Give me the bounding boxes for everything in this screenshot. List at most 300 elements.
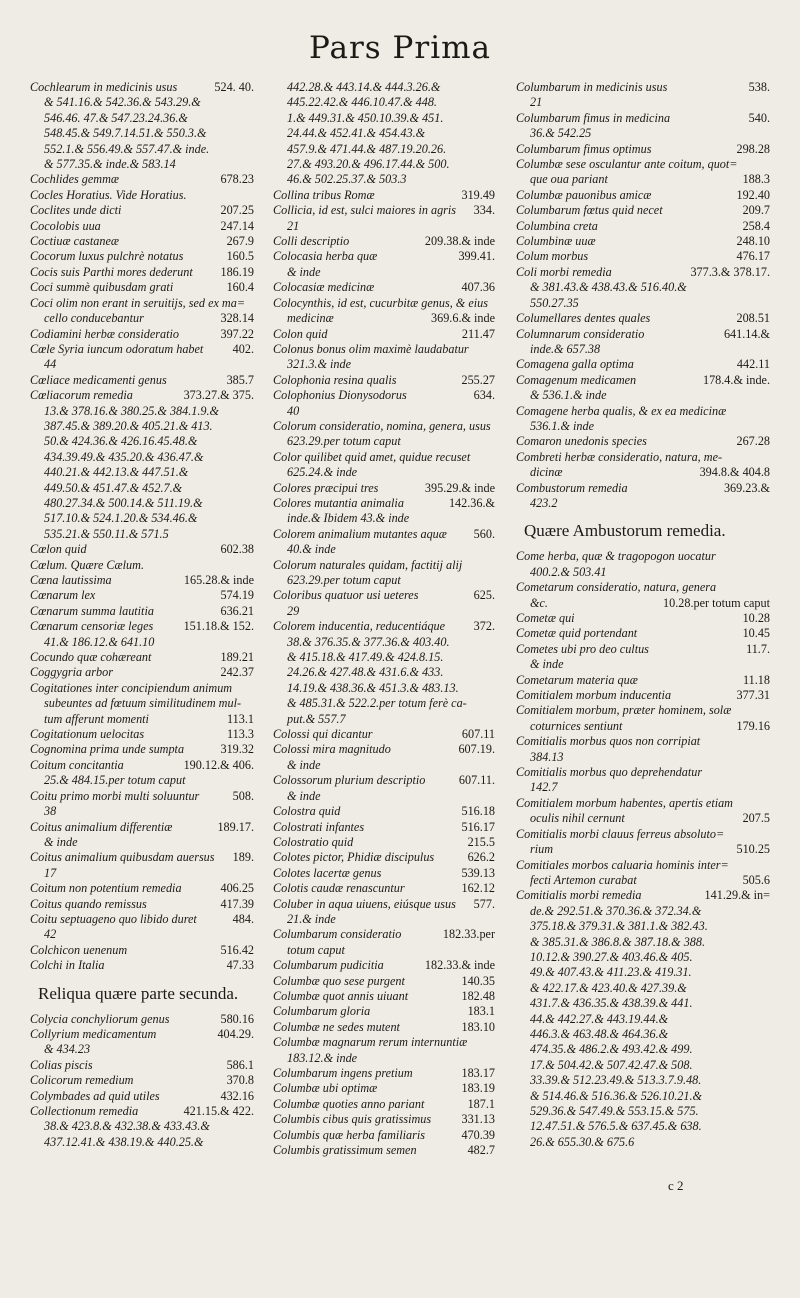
entry-term: Columbis cibus quis gratissimus xyxy=(273,1112,432,1127)
index-entry xyxy=(273,1004,495,1019)
entry-continuation-text: 49.& 407.43.& 411.23.& 419.31. xyxy=(530,965,692,980)
entry-continuation-text: 21 xyxy=(530,95,543,110)
entry-continuation-text: 446.3.& 463.48.& 464.36.& xyxy=(530,1026,669,1041)
entry-term: Cœle Syria iuncum odoratum habet xyxy=(30,341,204,356)
entry-term: Cœliacorum remedia xyxy=(30,388,133,403)
entry-term: Cocolobis uua xyxy=(30,218,101,233)
entry-reference: 211.47 xyxy=(461,326,495,341)
entry-reference: 577. xyxy=(473,896,495,911)
entry-term: Cocles Horatius. Vide Horatius. xyxy=(30,187,187,202)
index-entry xyxy=(516,642,770,657)
entry-reference: 369.6.& inde xyxy=(431,311,495,326)
index-entry xyxy=(30,219,254,234)
entry-term: Colorum naturales quidam, factitij alij xyxy=(273,557,463,572)
entry-term: Columbarum in medicinis usus xyxy=(516,80,668,94)
entry-continuation-text: & 434.23 xyxy=(44,1042,91,1057)
index-entry-continuation xyxy=(273,696,495,711)
index-entry xyxy=(273,835,495,850)
entry-term: Come herba, quæ & tragopogon uocatur xyxy=(516,549,716,564)
index-entry-continuation xyxy=(516,95,770,110)
entry-reference: 47.33 xyxy=(226,958,254,973)
index-entry-continuation xyxy=(30,404,254,419)
entry-continuation-text: & inde xyxy=(44,834,78,849)
index-column-1 xyxy=(30,80,254,1150)
entry-reference: 183.10 xyxy=(461,1019,495,1034)
column-3-entries-continued xyxy=(516,549,770,1150)
index-entry xyxy=(273,388,495,403)
entry-term: Coggygria arbor xyxy=(30,665,113,680)
entry-term: Columbarum fimus in medicina xyxy=(516,110,671,125)
entry-term: Coci summè quibusdam grati xyxy=(30,280,174,295)
index-entry xyxy=(273,373,495,388)
entry-term: Columbæ pauonibus amicæ xyxy=(516,187,652,202)
index-entry xyxy=(273,1081,495,1096)
index-entry xyxy=(516,249,770,264)
entry-continuation-text: 623.29.per totum caput xyxy=(287,434,401,449)
entry-term: Coitus animalium differentiæ xyxy=(30,819,173,834)
entry-term: Cochlearum in medicinis usus xyxy=(30,80,178,94)
index-entry-continuation xyxy=(30,95,254,110)
entry-continuation-text: & 381.43.& 438.43.& 516.40.& xyxy=(530,280,687,295)
index-entry xyxy=(30,727,254,742)
index-entry xyxy=(273,1035,495,1050)
index-entry xyxy=(273,820,495,835)
entry-term: Colicorum remedium xyxy=(30,1073,134,1088)
entry-term: Colossi mira magnitudo xyxy=(273,742,391,757)
entry-reference: 247.14 xyxy=(220,218,254,233)
entry-term: Comitialis morbi clauus ferreus absoluto= xyxy=(516,826,725,841)
entry-term: Cochlides gemmæ xyxy=(30,172,120,187)
index-entry-continuation xyxy=(516,172,770,187)
index-entry xyxy=(273,897,495,912)
entry-continuation-text: & 536.1.& inde xyxy=(530,388,607,403)
index-entry xyxy=(516,373,770,388)
entry-reference: 372. xyxy=(473,619,495,634)
index-entry-continuation xyxy=(516,296,770,311)
index-entry-continuation xyxy=(273,111,495,126)
index-entry-continuation xyxy=(516,565,770,580)
entry-reference: 476.17 xyxy=(736,249,770,264)
entry-term: Coloribus quatuor usi ueteres xyxy=(273,588,419,603)
entry-term: Columbæ ne sedes mutent xyxy=(273,1019,400,1034)
entry-continuation-text: 50.& 424.36.& 426.16.45.48.& xyxy=(44,434,198,449)
index-entry-continuation xyxy=(30,126,254,141)
index-entry xyxy=(273,974,495,989)
entry-continuation-text: 33.39.& 512.23.49.& 513.3.7.9.48. xyxy=(530,1073,702,1088)
entry-term: Cœlum. Quære Cælum. xyxy=(30,557,144,572)
index-entry xyxy=(516,327,770,342)
entry-reference: 482.7 xyxy=(467,1143,495,1158)
entry-reference: 179.16 xyxy=(736,718,770,733)
entry-reference: 580.16 xyxy=(220,1011,254,1026)
index-entry-continuation xyxy=(273,511,495,526)
entry-continuation-text: 442.28.& 443.14.& 444.3.26.& xyxy=(287,80,441,94)
entry-reference: 182.33.& inde xyxy=(424,958,495,973)
index-column-2 xyxy=(273,80,495,1158)
entry-reference: 407.36 xyxy=(461,280,495,295)
entry-continuation-text: subeuntes ad fœtuum similitudinem mul- xyxy=(44,696,242,711)
index-entry xyxy=(516,673,770,688)
index-entry xyxy=(30,388,254,403)
page-title: Pars Prima xyxy=(309,30,491,66)
index-entry xyxy=(273,773,495,788)
entry-term: Colocasia herba quæ xyxy=(273,249,378,264)
entry-continuation-text: fecti Artemon curabat xyxy=(530,872,637,887)
index-entry xyxy=(516,549,770,564)
entry-term: Coli morbi remedia xyxy=(516,264,612,279)
index-entry-continuation xyxy=(30,357,254,372)
entry-term: Comitiales morbos caluaria hominis inter= xyxy=(516,857,729,872)
entry-term: Columnarum consideratio xyxy=(516,326,645,341)
index-entry-continuation xyxy=(273,712,495,727)
entry-reference: 402. xyxy=(232,341,254,356)
entry-continuation-text: 183.12.& inde xyxy=(287,1050,358,1065)
entry-reference: 634. xyxy=(473,388,495,403)
index-entry-continuation xyxy=(30,481,254,496)
entry-term: Columbina creta xyxy=(516,218,598,233)
entry-reference: 586.1 xyxy=(226,1057,254,1072)
index-entry xyxy=(30,1058,254,1073)
entry-reference: 319.49 xyxy=(461,187,495,202)
entry-continuation-text: 321.3.& inde xyxy=(287,357,351,372)
index-entry xyxy=(273,249,495,264)
index-entry xyxy=(30,1012,254,1027)
index-entry-continuation xyxy=(516,1073,770,1088)
index-entry xyxy=(273,958,495,973)
entry-continuation-text: 625.24.& inde xyxy=(287,465,358,480)
entry-term: Colocynthis, id est, cucurbitæ genus, & eius xyxy=(273,295,488,310)
column-1-entries-continued xyxy=(30,1012,254,1151)
index-entry xyxy=(273,496,495,511)
entry-reference: 395.29.& inde xyxy=(424,480,495,495)
index-entry xyxy=(30,203,254,218)
entry-continuation-text: & inde xyxy=(287,264,321,279)
entry-reference: 113.1 xyxy=(227,711,254,726)
entry-term: Colchi in Italia xyxy=(30,958,105,973)
index-entry xyxy=(30,296,254,311)
index-entry xyxy=(30,542,254,557)
entry-continuation-text: cello conducebantur xyxy=(44,311,144,326)
entry-reference: 183.19 xyxy=(461,1081,495,1096)
index-entry xyxy=(273,1143,495,1158)
index-entry xyxy=(516,688,770,703)
entry-continuation-text: 517.10.& 524.1.20.& 534.46.& xyxy=(44,511,198,526)
entry-reference: 141.29.& in= xyxy=(704,888,770,903)
entry-reference: 369.23.& xyxy=(723,480,770,495)
index-entry-continuation xyxy=(516,126,770,141)
entry-continuation-text: & 577.35.& inde.& 583.14 xyxy=(44,157,176,172)
index-entry xyxy=(516,111,770,126)
entry-reference: 394.8.& 404.8 xyxy=(699,465,770,480)
entry-reference: 189.21 xyxy=(220,650,254,665)
index-entry xyxy=(516,481,770,496)
entry-continuation-text: & 514.46.& 516.36.& 526.10.21.& xyxy=(530,1088,702,1103)
entry-term: Collectionum remedia xyxy=(30,1104,139,1118)
index-entry xyxy=(516,157,770,172)
entry-term: Cometarum materia quæ xyxy=(516,672,638,687)
entry-continuation-text: 623.29.per totum caput xyxy=(287,573,401,587)
index-entry-continuation xyxy=(30,804,254,819)
entry-continuation-text: put.& 557.7 xyxy=(287,711,346,726)
entry-continuation-text: 434.39.49.& 435.20.& 436.47.& xyxy=(44,449,204,464)
entry-reference: 242.37 xyxy=(220,665,254,680)
index-entry-continuation xyxy=(30,866,254,881)
entry-reference: 10.28 xyxy=(742,611,770,625)
section-heading: Reliqua quære parte secunda. xyxy=(38,983,239,1003)
index-entry-continuation xyxy=(516,419,770,434)
entry-term: Colorem animalium mutantes aquæ xyxy=(273,526,447,541)
index-entry xyxy=(30,327,254,342)
entry-term: Coitu septuageno quo libido duret xyxy=(30,911,197,926)
entry-term: Comaron unedonis species xyxy=(516,434,647,449)
index-entry xyxy=(30,681,254,696)
entry-continuation-text: 21 xyxy=(287,218,300,233)
index-entry xyxy=(30,342,254,357)
entry-term: Collyrium medicamentum xyxy=(30,1026,157,1041)
entry-term: Columbæ quo sese purgent xyxy=(273,973,405,988)
entry-continuation-text: & inde xyxy=(287,788,321,803)
entry-continuation-text: 445.22.42.& 446.10.47.& 448. xyxy=(287,95,437,110)
index-entry-continuation xyxy=(516,935,770,950)
entry-term: Cometæ quid portendant xyxy=(516,626,638,641)
entry-continuation-text: 13.& 378.16.& 380.25.& 384.1.9.& xyxy=(44,403,220,418)
index-entry-continuation xyxy=(516,496,770,511)
index-entry xyxy=(516,796,770,811)
entry-reference: 267.28 xyxy=(736,434,770,449)
index-entry xyxy=(516,188,770,203)
entry-continuation-text: & 385.31.& 386.8.& 387.18.& 388. xyxy=(530,934,706,949)
index-entry-continuation xyxy=(30,1119,254,1134)
index-entry xyxy=(516,450,770,465)
entry-term: Cocorum luxus pulchrè notatus xyxy=(30,249,184,264)
entry-reference: 510.25 xyxy=(736,842,770,857)
index-entry-continuation xyxy=(273,912,495,927)
entry-continuation-text: 400.2.& 503.41 xyxy=(530,564,607,579)
entry-reference: 625. xyxy=(473,588,495,603)
index-entry-continuation xyxy=(516,750,770,765)
entry-continuation-text: coturnices sentiunt xyxy=(530,718,623,733)
entry-reference: 207.5 xyxy=(742,811,770,826)
entry-reference: 188.3 xyxy=(742,172,770,187)
entry-term: Coitus quando remissus xyxy=(30,896,147,911)
index-entry xyxy=(30,80,254,95)
index-entry-continuation xyxy=(516,1058,770,1073)
entry-reference: 626.2 xyxy=(467,850,495,865)
entry-continuation-text: 474.35.& 486.2.& 493.42.& 499. xyxy=(530,1042,693,1057)
index-entry xyxy=(273,234,495,249)
entry-continuation-text: 38.& 423.8.& 432.38.& 433.43.& xyxy=(44,1119,210,1134)
entry-reference: 406.25 xyxy=(220,881,254,896)
entry-reference: 183.17 xyxy=(461,1066,495,1080)
entry-reference: 404.29. xyxy=(217,1026,254,1041)
entry-continuation-text: 42 xyxy=(44,927,57,942)
index-entry-continuation xyxy=(30,527,254,542)
entry-term: Colores præcipui tres xyxy=(273,480,379,495)
index-entry-continuation xyxy=(30,450,254,465)
entry-term: Coluber in aqua uiuens, eiúsque usus xyxy=(273,896,456,911)
entry-reference: 248.10 xyxy=(736,234,770,249)
index-entry xyxy=(30,280,254,295)
entry-term: Colli descriptio xyxy=(273,234,350,249)
entry-reference: 505.6 xyxy=(742,872,770,887)
entry-term: Cœnarum lex xyxy=(30,588,96,603)
index-entry xyxy=(30,265,254,280)
index-entry xyxy=(273,188,495,203)
entry-term: Coitus animalium quibusdam auersus xyxy=(30,850,215,865)
index-entry xyxy=(273,450,495,465)
entry-reference: 399.41. xyxy=(458,249,495,264)
index-entry-continuation xyxy=(516,873,770,888)
entry-reference: 182.33.per xyxy=(442,927,495,942)
index-entry-continuation xyxy=(516,1012,770,1027)
entry-continuation-text: & inde xyxy=(530,657,564,672)
index-entry xyxy=(30,881,254,896)
entry-term: Columellares dentes quales xyxy=(516,311,651,326)
entry-reference: 267.9 xyxy=(226,234,254,249)
entry-term: Coitum concitantia xyxy=(30,757,124,772)
entry-term: Columbæ quot annis uiuant xyxy=(273,988,409,1003)
entry-term: Colossorum plurium descriptio xyxy=(273,773,426,788)
index-entry-continuation xyxy=(30,635,254,650)
index-entry-continuation xyxy=(516,1027,770,1042)
index-entry-continuation xyxy=(516,996,770,1011)
index-entry xyxy=(516,265,770,280)
entry-reference: 187.1 xyxy=(467,1096,495,1111)
entry-term: Columbarum fœtus quid necet xyxy=(516,203,663,218)
index-entry xyxy=(30,665,254,680)
entry-reference: 160.5 xyxy=(226,249,254,264)
entry-reference: 215.5 xyxy=(467,834,495,849)
entry-continuation-text: 548.45.& 549.7.14.51.& 550.3.& xyxy=(44,126,207,141)
index-entry-continuation xyxy=(30,927,254,942)
index-entry xyxy=(516,434,770,449)
index-entry-continuation xyxy=(273,465,495,480)
index-entry xyxy=(516,611,770,626)
entry-reference: 319.32 xyxy=(220,742,254,757)
entry-term: Colotis caudæ renascuntur xyxy=(273,881,405,896)
index-entry xyxy=(30,897,254,912)
signature-mark: c 2 xyxy=(668,1178,684,1193)
index-entry xyxy=(273,927,495,942)
entry-reference: 162.12 xyxy=(461,881,495,896)
entry-reference: 607.19. xyxy=(458,742,495,757)
entry-reference: 255.27 xyxy=(461,372,495,387)
index-entry-continuation xyxy=(273,95,495,110)
index-entry-continuation xyxy=(516,1042,770,1057)
entry-term: Columbarum gloria xyxy=(273,1004,371,1019)
index-entry xyxy=(30,1104,254,1119)
entry-term: Columbinæ uuæ xyxy=(516,234,596,249)
entry-term: Codiamini herbæ consideratio xyxy=(30,326,179,341)
entry-reference: 207.25 xyxy=(220,203,254,218)
index-entry xyxy=(30,373,254,388)
entry-continuation-text: 535.21.& 550.11.& 571.5 xyxy=(44,526,169,541)
index-entry-continuation xyxy=(273,758,495,773)
entry-term: Colias piscis xyxy=(30,1057,93,1072)
entry-term: Colorem inducentia, reducentiáque xyxy=(273,619,446,634)
index-entry-continuation xyxy=(516,1119,770,1134)
index-entry-continuation xyxy=(30,1042,254,1057)
entry-reference: 607.11 xyxy=(461,727,495,742)
entry-term: Comagene herba qualis, & ex ea medicinæ xyxy=(516,403,727,418)
index-entry xyxy=(30,912,254,927)
index-entry xyxy=(516,234,770,249)
index-entry-continuation xyxy=(30,496,254,511)
index-entry-continuation xyxy=(30,157,254,172)
entry-reference: 602.38 xyxy=(220,542,254,557)
entry-reference: 209.7 xyxy=(742,203,770,218)
entry-continuation-text: 41.& 186.12.& 641.10 xyxy=(44,634,155,649)
index-entry xyxy=(30,1089,254,1104)
entry-continuation-text: 40.& inde xyxy=(287,542,336,557)
entry-reference: 113.3 xyxy=(227,727,254,742)
entry-continuation-text: 12.47.51.& 576.5.& 637.45.& 638. xyxy=(530,1119,702,1134)
index-entry xyxy=(273,1020,495,1035)
entry-continuation-text: & 422.17.& 423.40.& 427.39.& xyxy=(530,980,687,995)
index-entry-continuation xyxy=(273,573,495,588)
entry-reference: 186.19 xyxy=(220,264,254,279)
index-entry xyxy=(273,1112,495,1127)
entry-continuation-text: 17.& 504.42.& 507.42.47.& 508. xyxy=(530,1057,693,1072)
section-heading: Quære Ambustorum remedia. xyxy=(524,521,726,541)
index-entry xyxy=(30,742,254,757)
index-entry xyxy=(516,734,770,749)
entry-reference: 373.27.& 375. xyxy=(183,388,254,403)
index-entry xyxy=(30,820,254,835)
entry-reference: 10.28.per totum caput xyxy=(663,595,770,610)
entry-term: Comagenum medicamen xyxy=(516,372,637,387)
index-column-3 xyxy=(516,80,770,1150)
entry-term: Comitialis morbi remedia xyxy=(516,888,642,903)
index-entry-continuation xyxy=(516,981,770,996)
entry-reference: 421.15.& 422. xyxy=(183,1104,254,1118)
index-entry xyxy=(30,188,254,203)
index-entry-continuation xyxy=(30,511,254,526)
index-entry xyxy=(30,588,254,603)
entry-continuation-text: oculis nihil cernunt xyxy=(530,811,625,826)
entry-continuation-text: 40 xyxy=(287,403,300,418)
entry-continuation-text: 457.9.& 471.44.& 487.19.20.26. xyxy=(287,141,447,156)
entry-term: Columbis gratissimum semen xyxy=(273,1143,417,1158)
index-entry xyxy=(516,219,770,234)
index-entry-continuation xyxy=(516,596,770,611)
index-entry xyxy=(273,527,495,542)
index-entry xyxy=(516,80,770,95)
index-entry-continuation xyxy=(273,1051,495,1066)
entry-term: Coclites unde dicti xyxy=(30,203,122,218)
index-entry xyxy=(30,249,254,264)
index-entry-continuation xyxy=(273,311,495,326)
entry-term: Columbarum consideratio xyxy=(273,927,402,942)
entry-term: Color quilibet quid amet, quidue recuset xyxy=(273,449,471,464)
entry-term: Comitialis morbus quo deprehendatur xyxy=(516,765,703,780)
entry-reference: 516.42 xyxy=(220,942,254,957)
index-entry-continuation xyxy=(516,465,770,480)
index-entry-continuation xyxy=(516,811,770,826)
entry-reference: 417.39 xyxy=(220,896,254,911)
entry-continuation-text: 480.27.34.& 500.14.& 511.19.& xyxy=(44,495,203,510)
entry-term: Comitialem morbum habentes, apertis etiam xyxy=(516,795,733,810)
index-entry xyxy=(273,1066,495,1081)
index-entry-continuation xyxy=(30,142,254,157)
entry-term: Cœna lautissima xyxy=(30,573,112,587)
entry-continuation-text: &c. xyxy=(530,595,548,610)
index-entry-continuation xyxy=(30,1135,254,1150)
entry-continuation-text: & 415.18.& 417.49.& 424.8.15. xyxy=(287,650,444,665)
index-entry-continuation xyxy=(273,357,495,372)
entry-continuation-text: 431.7.& 436.35.& 438.39.& 441. xyxy=(530,996,693,1011)
entry-term: Colon quid xyxy=(273,326,328,341)
